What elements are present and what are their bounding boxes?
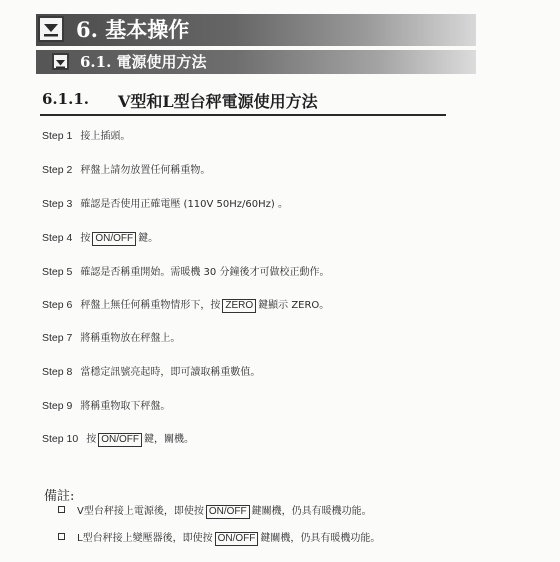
note-item (58, 531, 380, 547)
step-item (42, 196, 288, 212)
square-bullet-icon (58, 506, 65, 513)
step-text: 鍵顯示 ZERO。 (258, 300, 330, 311)
step-label: Step 3 (42, 198, 73, 210)
step-text: 秤盤上請勿放置任何稱重物。 (80, 165, 211, 176)
step-item (42, 297, 329, 313)
step-text: 鍵，關機。 (143, 434, 194, 445)
key-label-zero: ZERO (222, 299, 256, 313)
step-text: 按 (80, 233, 91, 244)
step-text: 將稱重物取下秤盤。 (80, 401, 171, 412)
step-item (42, 364, 260, 380)
key-label-on-off: ON/OFF (215, 532, 259, 546)
note-text: 鍵關機，仍具有暖機功能。 (260, 533, 381, 544)
note-item (58, 504, 372, 520)
step-item (42, 330, 180, 346)
step-text: 將稱重物放在秤盤上。 (80, 333, 181, 344)
step-label: Step 1 (42, 130, 73, 142)
square-bullet-icon (58, 533, 65, 540)
step-text: 當穩定訊號亮起時，即可讀取稱重數值。 (80, 367, 261, 378)
subsection-underline (40, 114, 446, 116)
step-item (42, 431, 194, 447)
section-bar-title: 6.1. 電源使用方法 (80, 53, 207, 71)
step-text: 秤盤上無任何稱重物情形下，按 (80, 300, 221, 311)
step-label: Step 4 (42, 232, 73, 244)
step-label: Step 6 (42, 299, 73, 311)
subsection-title: V型和L型台秤電源使用方法 (118, 92, 318, 111)
note-text: 鍵關機，仍具有暖機功能。 (251, 506, 372, 517)
step-label: Step 9 (42, 400, 73, 412)
step-text: 鍵。 (138, 233, 159, 244)
chapter-title: 6. 基本操作 (76, 17, 190, 42)
step-label: Step 2 (42, 164, 73, 176)
step-item (42, 128, 130, 144)
download-arrow-icon (38, 16, 64, 42)
notes-title: 備註: (44, 489, 75, 504)
note-text: L型台秤接上變壓器後，即使按 (77, 533, 213, 544)
step-text: 確認是否使用正確電壓 (110V 50Hz/60Hz) 。 (80, 199, 288, 210)
step-item (42, 162, 210, 178)
step-item (42, 398, 170, 414)
step-label: Step 5 (42, 266, 73, 278)
step-label: Step 10 (42, 433, 79, 445)
step-label: Step 8 (42, 366, 73, 378)
step-label: Step 7 (42, 332, 73, 344)
note-text: V型台秤接上電源後，即使按 (77, 506, 204, 517)
step-text: 確認是否稱重開始。需暖機 30 分鐘後才可做校正動作。 (80, 267, 330, 278)
key-label-on-off: ON/OFF (206, 505, 250, 519)
subsection-number: 6.1.1. (42, 90, 89, 108)
download-arrow-icon (52, 53, 69, 70)
step-text: 按 (86, 434, 97, 445)
key-label-on-off: ON/OFF (98, 433, 142, 447)
step-item (42, 230, 158, 246)
key-label-on-off: ON/OFF (92, 232, 136, 246)
step-text: 接上插頭。 (80, 131, 131, 142)
step-item (42, 264, 329, 280)
